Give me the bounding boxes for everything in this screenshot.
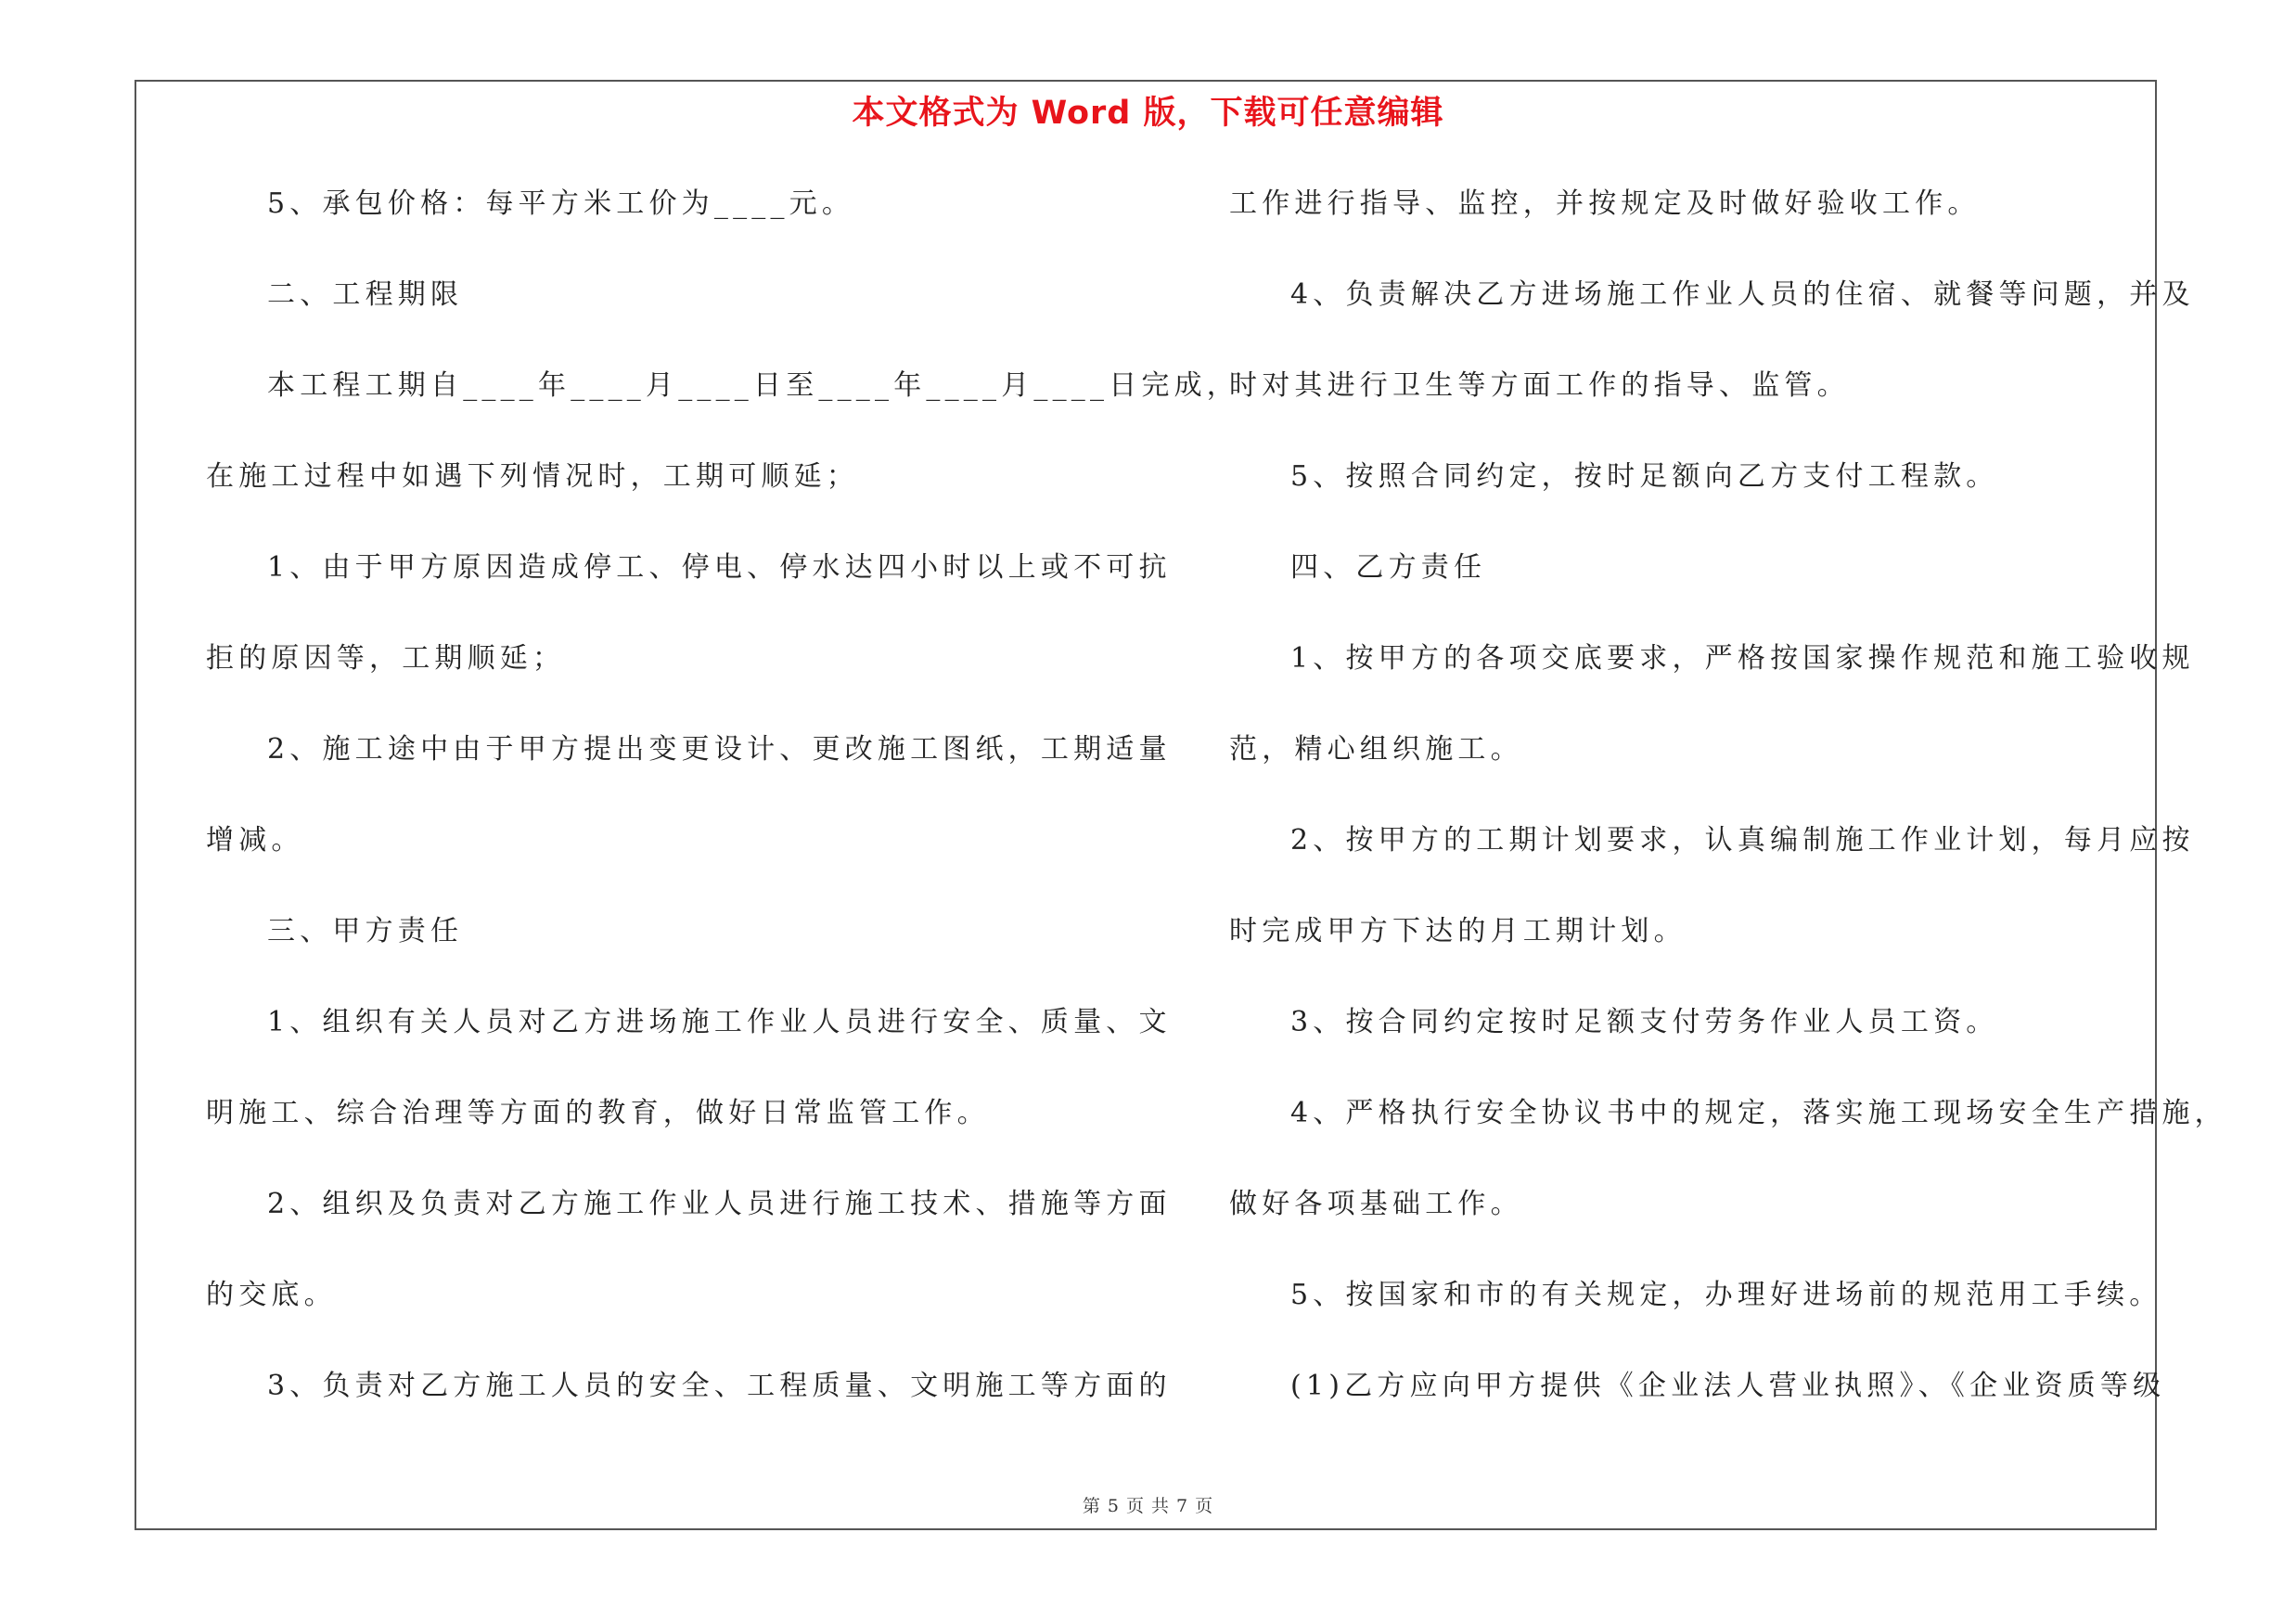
right-line-13: 5、按国家和市的有关规定，办理好进场前的规范用工手续。 <box>1290 1279 2162 1311</box>
left-line-7: 2、施工途中由于甲方提出变更设计、更改施工图纸，工期适量 <box>267 733 1172 766</box>
left-line-13: 的交底。 <box>206 1279 337 1311</box>
right-line-12: 做好各项基础工作。 <box>1229 1188 1523 1220</box>
left-line-4: 在施工过程中如遇下列情况时，工期可顺延； <box>206 460 859 493</box>
right-line-10: 3、按合同约定按时足额支付劳务作业人员工资。 <box>1290 1006 1999 1038</box>
left-line-8: 增减。 <box>206 824 304 857</box>
right-line-8: 2、按甲方的工期计划要求，认真编制施工作业计划，每月应按 <box>1290 824 2195 857</box>
left-line-6: 拒的原因等，工期顺延； <box>206 642 566 675</box>
left-line-12: 2、组织及负责对乙方施工作业人员进行施工技术、措施等方面 <box>267 1188 1172 1220</box>
right-line-2: 4、负责解决乙方进场施工作业人员的住宿、就餐等问题，并及 <box>1290 278 2195 311</box>
left-line-9: 三、甲方责任 <box>267 915 464 947</box>
header-note: 本文格式为 Word 版，下载可任意编辑 <box>852 95 1444 132</box>
page-footer: 第 5 页 共 7 页 <box>1082 1496 1214 1516</box>
right-line-1: 工作进行指导、监控，并按规定及时做好验收工作。 <box>1229 187 1981 220</box>
left-line-14: 3、负责对乙方施工人员的安全、工程质量、文明施工等方面的 <box>267 1370 1172 1402</box>
left-line-10: 1、组织有关人员对乙方进场施工作业人员进行安全、质量、文 <box>267 1006 1172 1038</box>
right-line-7: 范，精心组织施工。 <box>1229 733 1523 766</box>
right-line-4: 5、按照合同约定，按时足额向乙方支付工程款。 <box>1290 460 1999 493</box>
left-line-1: 5、承包价格：每平方米工价为____元。 <box>267 187 855 220</box>
left-line-3: 本工程工期自____年____月____日至____年____月____日完成， <box>267 369 1239 402</box>
right-line-14: (1)乙方应向甲方提供《企业法人营业执照》、《企业资质等级 <box>1290 1370 2166 1402</box>
right-line-9: 时完成甲方下达的月工期计划。 <box>1229 915 1687 947</box>
left-line-11: 明施工、综合治理等方面的教育，做好日常监管工作。 <box>206 1097 990 1129</box>
right-line-3: 时对其进行卫生等方面工作的指导、监管。 <box>1229 369 1850 402</box>
right-line-6: 1、按甲方的各项交底要求，严格按国家操作规范和施工验收规 <box>1290 642 2195 675</box>
left-line-2: 二、工程期限 <box>267 278 464 311</box>
right-line-11: 4、严格执行安全协议书中的规定，落实施工现场安全生产措施， <box>1290 1097 2227 1129</box>
left-line-5: 1、由于甲方原因造成停工、停电、停水达四小时以上或不可抗 <box>267 551 1172 584</box>
right-line-5: 四、乙方责任 <box>1290 551 1487 584</box>
